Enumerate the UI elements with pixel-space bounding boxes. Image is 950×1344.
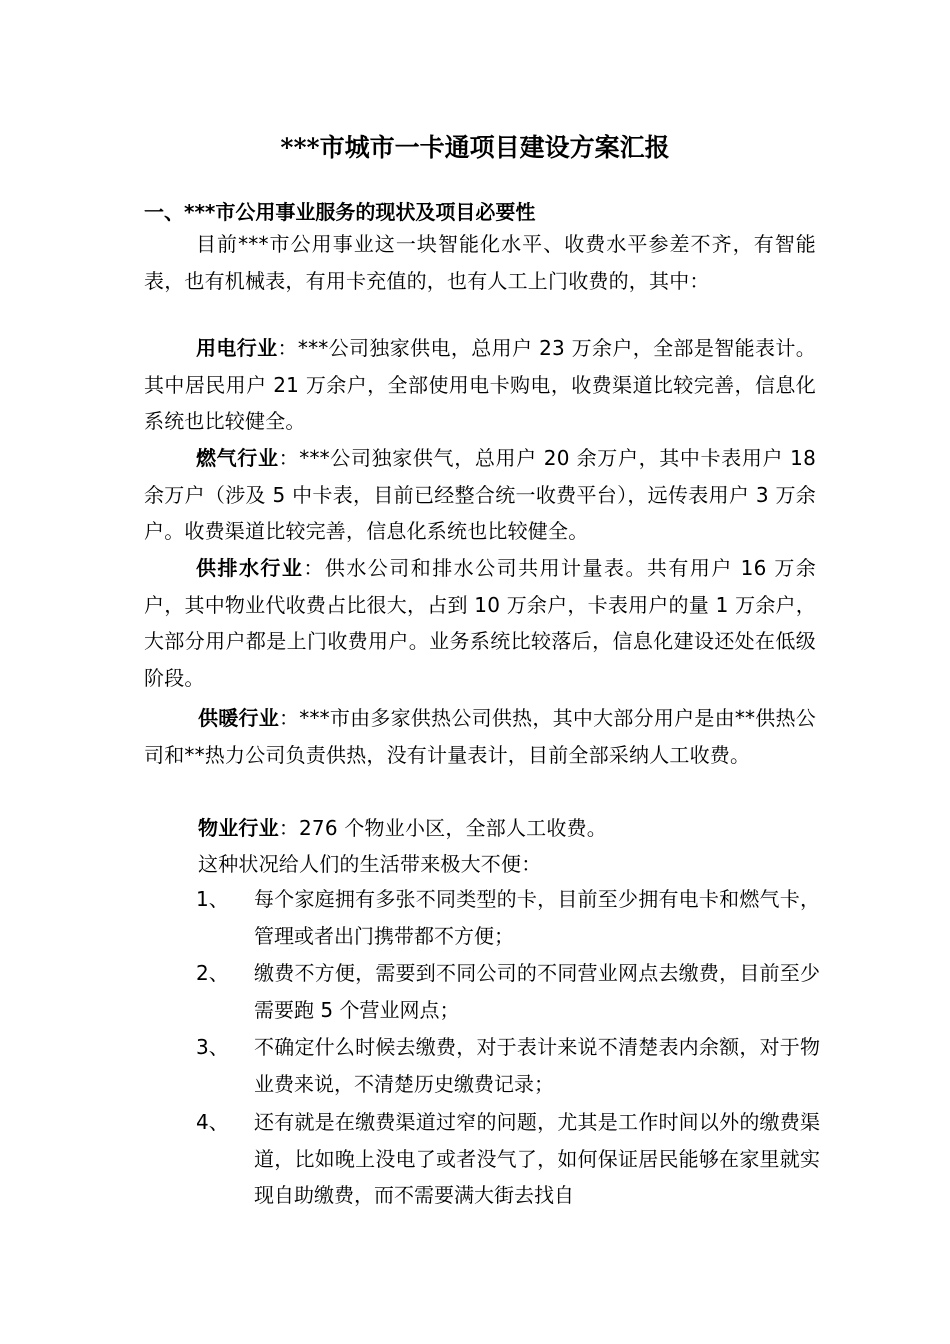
property-paragraph <box>144 810 816 847</box>
heating-text: ：***市由多家供热公司供热，其中大部分用户是由**供热公司和**热力公司负责供热，没有计量表计，目前全部采纳人工收费。 <box>144 706 816 767</box>
list-text: 不确定什么时候去缴费，对于表计来说不清楚表内余额，对于物业费来说，不清楚历史缴费记录； <box>254 1035 820 1096</box>
property-label: 物业行业 <box>198 816 279 840</box>
gas-text: ：***公司独家供气，总用户 20 余万户，其中卡表用户 18 余万户（涉及 5 中卡表，目前已经整合统一收费平台），远传表用户 3 万余户。收费渠道比较完善，信息化系统也比较健全。 <box>144 446 817 543</box>
list-item <box>196 881 820 954</box>
list-number: 2、 <box>196 961 229 985</box>
inconvenience-intro: 这种状况给人们的生活带来极大不便： <box>198 852 542 876</box>
electricity-paragraph <box>144 330 816 440</box>
list-text: 还有就是在缴费渠道过窄的问题，尤其是工作时间以外的缴费渠道，比如晚上没电了或者没气了，如何保证居民能够在家里就实现自助缴费，而不需要满大街去找自 <box>254 1110 820 1207</box>
gas-paragraph <box>144 440 816 550</box>
heating-paragraph <box>144 700 816 773</box>
document-title: ***市城市一卡通项目建设方案汇报 <box>280 133 670 162</box>
water-text: ：供水公司和排水公司共用计量表。共有用户 16 万余户，其中物业代收费占比很大，占到 10 万余户，卡表用户的量 1 万余户，大部分用户都是上门收费用户。业务系统比较落后，信息化建设还处在低级阶段。 <box>144 556 817 690</box>
list-number: 3、 <box>196 1035 229 1059</box>
list-item <box>196 1029 820 1102</box>
electricity-label: 用电行业 <box>196 336 278 360</box>
list-item <box>196 955 820 1028</box>
list-item <box>196 1104 820 1214</box>
electricity-text: ：***公司独家供电，总用户 23 万余户，全部是智能表计。其中居民用户 21 万余户，全部使用电卡购电，收费渠道比较完善，信息化系统也比较健全。 <box>144 336 816 433</box>
section-heading: 一、***市公用事业服务的现状及项目必要性 <box>144 200 536 224</box>
list-text: 每个家庭拥有多张不同类型的卡，目前至少拥有电卡和燃气卡，管理或者出门携带都不方便； <box>254 887 820 948</box>
water-label: 供排水行业 <box>196 556 304 580</box>
gas-label: 燃气行业 <box>196 446 279 470</box>
intro-paragraph: 目前***市公用事业这一块智能化水平、收费水平参差不齐，有智能表，也有机械表，有用卡充值的，也有人工上门收费的，其中： <box>144 232 816 293</box>
list-text: 缴费不方便，需要到不同公司的不同营业网点去缴费，目前至少需要跑 5 个营业网点； <box>254 961 820 1022</box>
list-number: 1、 <box>196 887 229 911</box>
property-text: ：276 个物业小区，全部人工收费。 <box>278 816 607 840</box>
list-number: 4、 <box>196 1110 229 1134</box>
water-paragraph <box>144 550 816 696</box>
heating-label: 供暖行业 <box>198 706 279 730</box>
